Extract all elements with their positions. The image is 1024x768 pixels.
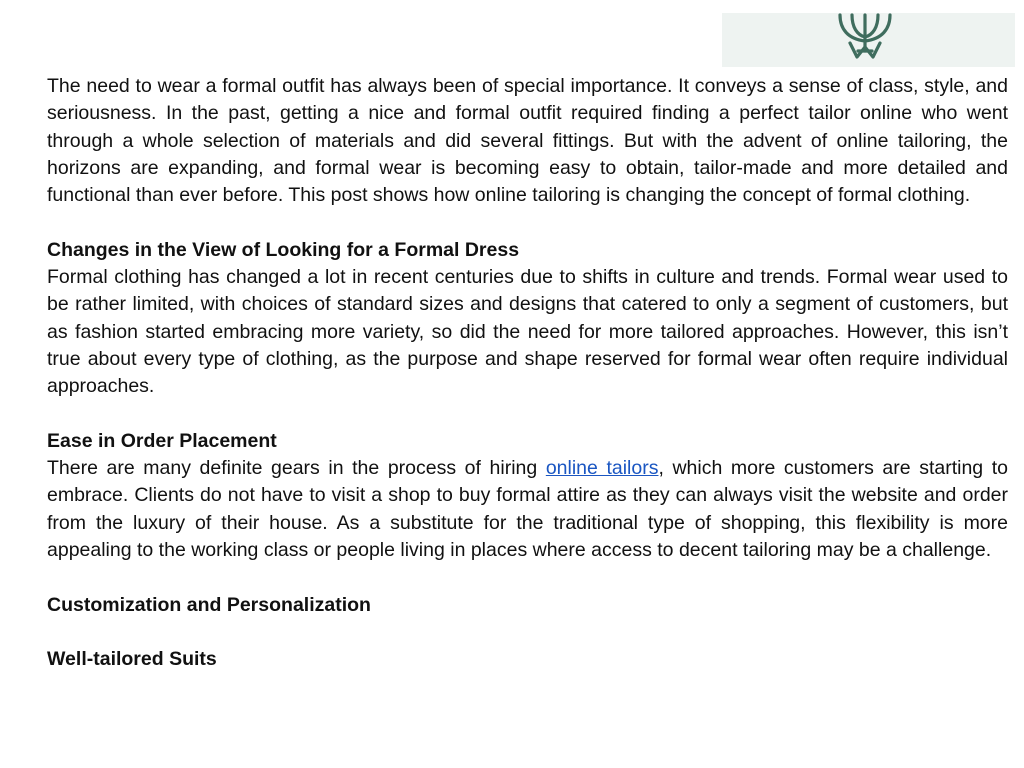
section-body-order-placement <box>47 455 1008 564</box>
online-tailors-link[interactable]: online tailors <box>545 457 659 480</box>
section-heading-formal-dress: Changes in the View of Looking for a Formal Dress <box>47 238 520 261</box>
section-heading-customization: Customization and Personalization <box>47 593 371 616</box>
intro-paragraph: The need to wear a formal outfit has always been of special importance. It conveys a sense of class, style, and seriousness. In the past, getting a nice and formal outfit required finding a perfect tailor online who went through a whole selection of materials and did several fittings. But with the advent of online tailoring, the horizons are expanding, and formal wear is becoming easy to obtain, tailor-made and more detailed and functional than ever before. This post shows how online tailoring is changing the concept of formal clothing. <box>47 75 1008 207</box>
section-heading-order-placement: Ease in Order Placement <box>47 429 277 452</box>
section-heading-suits: Well-tailored Suits <box>47 648 217 671</box>
section-body-formal-dress: Formal clothing has changed a lot in recent centuries due to shifts in culture and trends. Formal wear used to be rather limited, with choices of standard sizes and designs that catered to only a segment of customers, but as fashion started embracing more variety, so did the need for more tailored approaches. However, this isn’t true about every type of clothing, as the purpose and shape reserved for formal wear often require individual approaches. <box>47 266 1008 398</box>
body-text-before-link: There are many definite gears in the process of hiring <box>47 457 546 480</box>
body-text-after-link: , which more customers are starting to embrace. Clients do not have to visit a shop to buy formal attire as they can always visit the website and order from the luxury of their house. As a substitute for the traditional type of shopping, this flexibility is more appealing to the working class or people living in places where access to decent tailoring may be a challenge. <box>47 457 1008 562</box>
trident-monogram-logo-icon <box>830 13 900 67</box>
article-body <box>47 73 1008 674</box>
header-logo <box>722 13 1015 67</box>
